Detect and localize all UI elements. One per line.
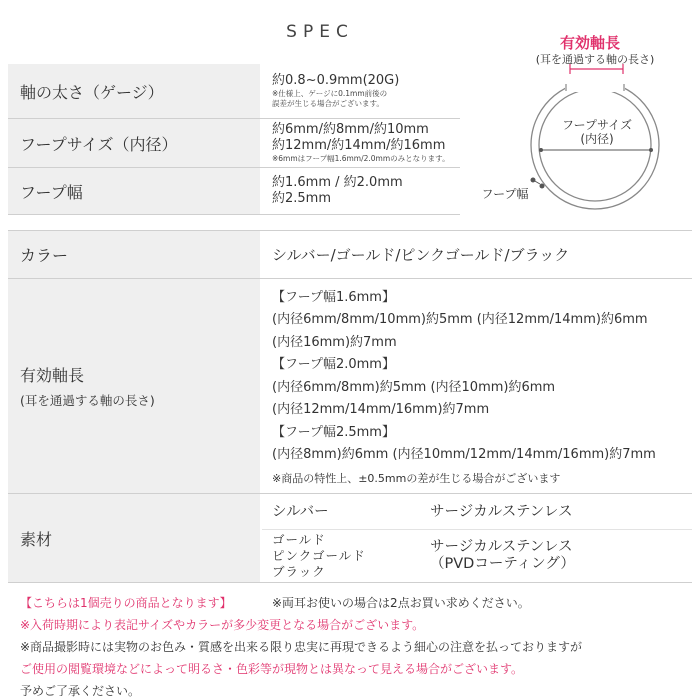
material-row1-color: シルバー — [272, 504, 329, 520]
inner-diameter-marker — [539, 148, 653, 152]
divider — [262, 529, 692, 530]
color-label: カラー — [20, 246, 69, 265]
hoop-size-2: 約12mm/約14mm/約16mm — [272, 138, 446, 153]
material-row2-material-2: （PVDコーティング） — [430, 556, 575, 572]
gauge-value: 約0.8~0.9mm(20G) — [272, 73, 400, 88]
gauge-note-2: 誤差が生じる場合がございます。 — [272, 99, 384, 108]
hoop-size-1: 約6mm/約8mm/約10mm — [272, 122, 429, 137]
length-label-cell — [8, 279, 260, 493]
hoop-width-label-cell — [8, 168, 260, 214]
length-line: (内径12mm/14mm/16mm)約7mm — [272, 402, 490, 417]
material-row2-material-1: サージカルステンレス — [430, 539, 573, 555]
hoop-width-1: 約1.6mm / 約2.0mm — [272, 175, 403, 190]
color-label-cell — [8, 231, 260, 278]
length-sublabel: (耳を通過する軸の長さ) — [20, 393, 155, 408]
divider — [8, 214, 460, 215]
material-row2-color: ブラック — [272, 564, 326, 579]
hoop-size-label-cell — [8, 119, 260, 167]
length-line: (内径8mm)約6mm (内径10mm/12mm/14mm/16mm)約7mm — [272, 447, 656, 462]
diagram-title: 有効軸長 — [559, 34, 620, 52]
inner-label-2: (内径) — [580, 132, 614, 146]
material-row2-color: ピンクゴールド — [272, 548, 366, 563]
hoop-size-label: フープサイズ（内径） — [20, 134, 178, 154]
hoop-size-note: ※6mmはフープ幅1.6mm/2.0mmのみとなります。 — [272, 154, 450, 163]
inner-label-1: フープサイズ — [561, 118, 633, 132]
page-title: SPEC — [286, 22, 354, 42]
both-ears-notice: ※両耳お使いの場合は2点お買い求めください。 — [272, 596, 530, 610]
photo-notice: ※商品撮影時には実物のお色み・質感を出来る限り忠実に再現できるよう細心の注意を払っておりますが — [20, 640, 583, 654]
hoop-width-2: 約2.5mm — [272, 191, 332, 206]
hoop-width-label: フープ幅 — [20, 182, 83, 202]
color-value-cell — [272, 231, 692, 278]
length-line: (内径6mm/8mm)約5mm (内径10mm)約6mm — [272, 379, 556, 395]
hoop-width-diagram-label: フープ幅 — [481, 187, 529, 201]
length-value-cell — [272, 279, 692, 493]
length-line: 【フープ幅2.0mm】 — [272, 357, 395, 372]
material-row1-material: サージカルステンレス — [430, 504, 573, 520]
gauge-value-cell — [272, 64, 522, 118]
length-line: (内径16mm)約7mm — [272, 334, 397, 350]
display-notice: ご使用の閲覧環境などによって明るさ・色彩等が現物とは異なって見える場合がございます。 — [20, 662, 524, 676]
length-line: 【フープ幅2.5mm】 — [272, 424, 395, 440]
divider — [8, 582, 692, 583]
stock-notice: ※入荷時期により表記サイズやカラーが多少変更となる場合がございます。 — [20, 618, 425, 632]
length-label: 有効軸長 — [20, 366, 85, 385]
single-item-notice: 【こちらは1個売りの商品となります】 — [20, 596, 232, 610]
inner-diameter-label — [552, 118, 642, 146]
length-line: (内径6mm/8mm/10mm)約5mm (内径12mm/14mm)約6mm — [272, 312, 648, 327]
gauge-label: 軸の太さ（ゲージ） — [20, 82, 164, 102]
acknowledge-notice: 予めご了承ください。 — [20, 684, 141, 698]
material-row2-color: ゴールド — [272, 532, 326, 547]
length-line: 【フープ幅1.6mm】 — [272, 289, 395, 305]
color-value: シルバー/ゴールド/ピンクゴールド/ブラック — [272, 246, 570, 264]
gauge-label-cell — [8, 64, 260, 118]
gauge-note-1: ※仕様上、ゲージに0.1mm前後の — [272, 89, 388, 98]
length-note: ※商品の特性上、±0.5mmの差が生じる場合がございます — [272, 471, 561, 485]
hoop-size-value-cell — [272, 119, 522, 167]
diagram-subtitle: (耳を通過する軸の長さ) — [535, 53, 655, 66]
material-label-cell — [8, 494, 260, 582]
material-label: 素材 — [20, 529, 53, 549]
